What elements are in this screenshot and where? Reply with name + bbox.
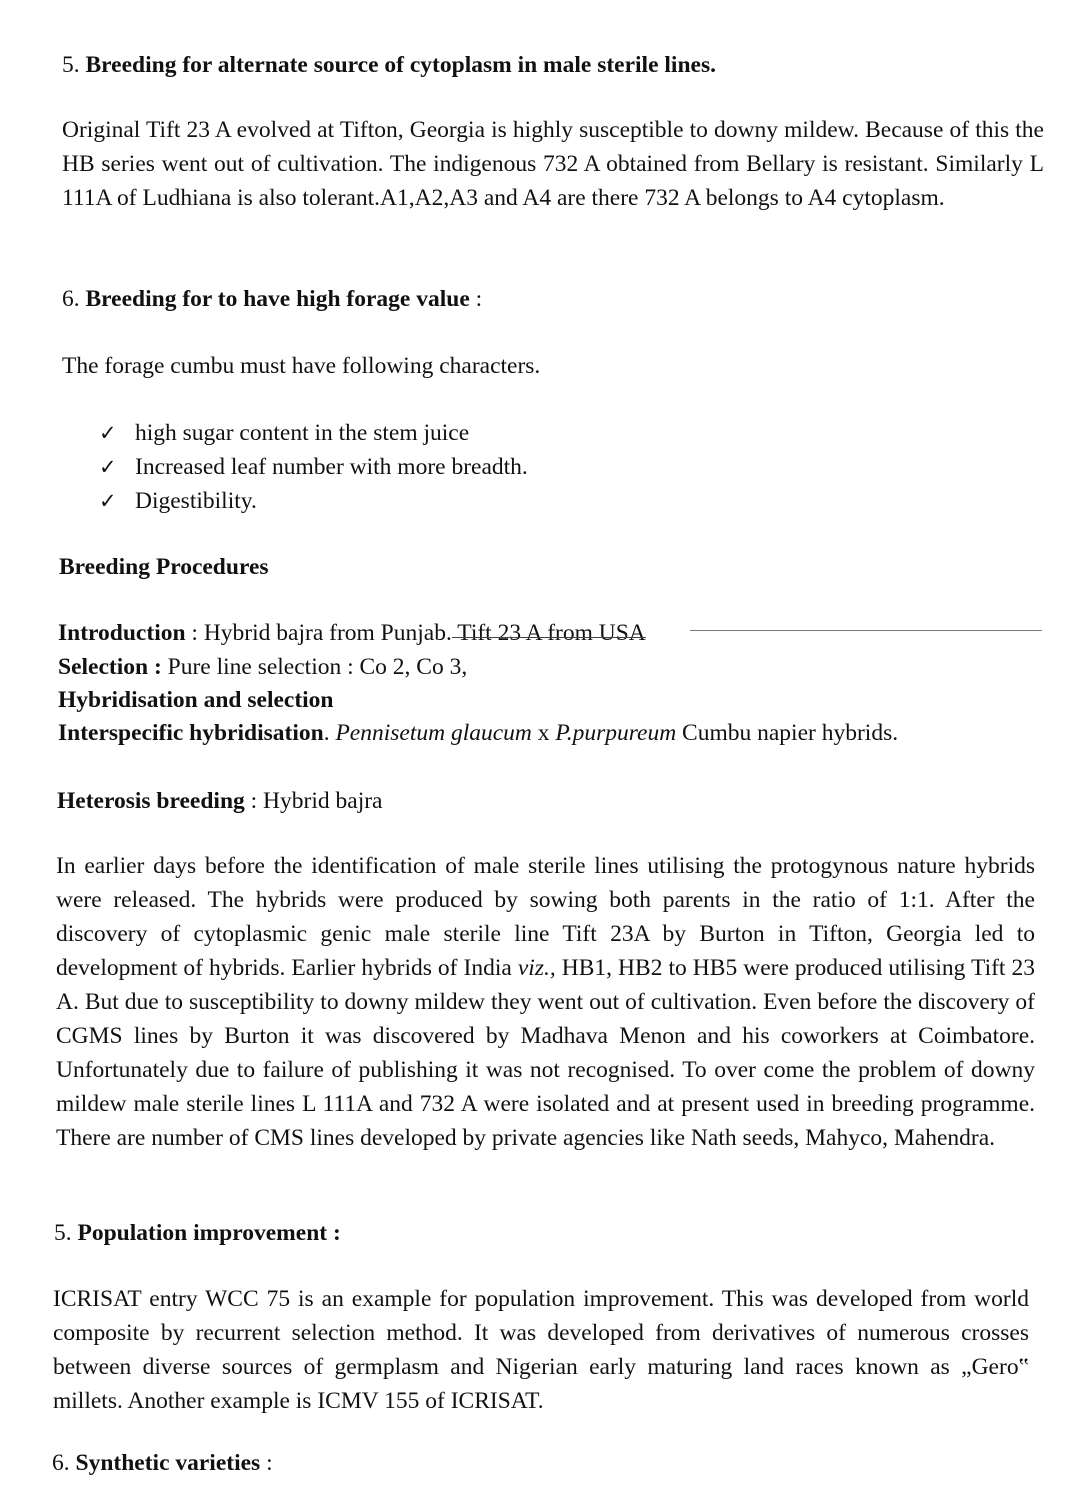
procedure-line-heterosis [57, 784, 1047, 818]
section-number: 5. [54, 1220, 78, 1246]
procedure-text: Pure line selection : Co 2, Co 3, [161, 654, 468, 680]
paragraph: ICRISAT entry WCC 75 is an example for population improvement. This was developed from world composite by recurrent selection method. It was developed from derivatives of numerous crosses between diverse sources of germplasm and Nigerian early maturing land races known as „Gero‟ millets. Another example is ICMV 155 of ICRISAT. [53, 1286, 1029, 1414]
section-number: 6. [52, 1450, 76, 1476]
paragraph-text: In earlier days before the identification of male sterile lines utilising the protogynous nature hybrids were released. The hybrids were produced by sowing both parents in the ratio of 1:1. After the discovery of cytoplasmic genic male sterile line Tift 23A by Burton in Tifton, Georgia led to development of hybrids. Earlier hybrids of India [56, 853, 1035, 981]
procedure-line-introduction [58, 616, 1048, 650]
cross-symbol: x [531, 720, 556, 746]
separator: . [323, 720, 336, 746]
list-item-text: Digestibility. [135, 488, 257, 514]
subheading [59, 550, 1039, 584]
list-item-text: high sugar content in the stem juice [135, 420, 470, 446]
heading-colon: : [260, 1450, 273, 1476]
list-item [99, 450, 999, 484]
section-title: Population improvement : [77, 1220, 341, 1246]
checkmark-icon: ✓ [99, 421, 117, 445]
species-name: Pennisetum glaucum [335, 720, 532, 746]
procedure-text: Hybrid bajra from Punjab. [203, 620, 452, 646]
handwritten-line [690, 630, 1042, 631]
procedure-label: Introduction [58, 620, 186, 646]
section-heading [52, 1446, 1032, 1480]
subheading-title: Breeding Procedures [59, 554, 269, 580]
procedure-text: : Hybrid bajra [244, 788, 383, 814]
italic-text: viz., [517, 955, 556, 981]
list-item-text: Increased leaf number with more breadth. [135, 454, 528, 480]
procedure-text: Cumbu napier hybrids. [676, 720, 899, 746]
section-heading [62, 282, 1042, 316]
heading-colon: : [469, 286, 483, 312]
section-number: 6. [62, 286, 86, 312]
procedure-label: Interspecific hybridisation [58, 720, 324, 746]
procedure-label: Hybridisation and selection [58, 687, 334, 713]
struck-text: Tift 23 A from USA [451, 620, 646, 646]
section-title: Synthetic varieties [75, 1450, 261, 1476]
section-title: Breeding for to have high forage value [85, 286, 470, 312]
section-number: 5. [62, 52, 86, 78]
procedure-label: Heterosis breeding [57, 788, 245, 814]
list-item [99, 416, 999, 450]
section-title: Breeding for alternate source of cytoplasm in male sterile lines. [85, 52, 716, 78]
paragraph: Original Tift 23 A evolved at Tifton, Georgia is highly susceptible to downy mildew. Because of this the HB series went out of cultivation. The indigenous 732 A obtained from Bellary is resistant. Similarly L 111A of Ludhiana is also tolerant.A1,A2,A3 and A4 are there 732 A belongs to A4 cytoplasm. [62, 117, 1044, 211]
procedure-line-selection [58, 650, 1048, 684]
character-list [99, 416, 999, 518]
paragraph [56, 849, 1035, 1155]
list-item [99, 484, 999, 518]
separator: : [185, 620, 204, 646]
procedure-line-hybridisation [58, 683, 1048, 717]
procedure-line-interspecific [58, 716, 1048, 750]
checkmark-icon: ✓ [99, 489, 117, 513]
section-heading [62, 48, 1042, 82]
paragraph-text: HB1, HB2 to HB5 were produced utilising Tift 23 A. But due to susceptibility to downy mildew they went out of cultivation. Even before the discovery of CGMS lines by Burton it was discovered by Madhava Menon and his coworkers at Coimbatore. Unfortunately due to failure of publishing it was not recognised. To over come the problem of downy mildew male sterile lines L 111A and 732 A were isolated and at present used in breeding programme. There are number of CMS lines developed by private agencies like Nath seeds, Mahyco, Mahendra. [56, 955, 1035, 1151]
species-name: P.purpureum [555, 720, 677, 746]
paragraph: The forage cumbu must have following characters. [62, 353, 541, 379]
section-heading [54, 1216, 1034, 1250]
procedure-label: Selection : [58, 654, 162, 680]
checkmark-icon: ✓ [99, 455, 117, 479]
